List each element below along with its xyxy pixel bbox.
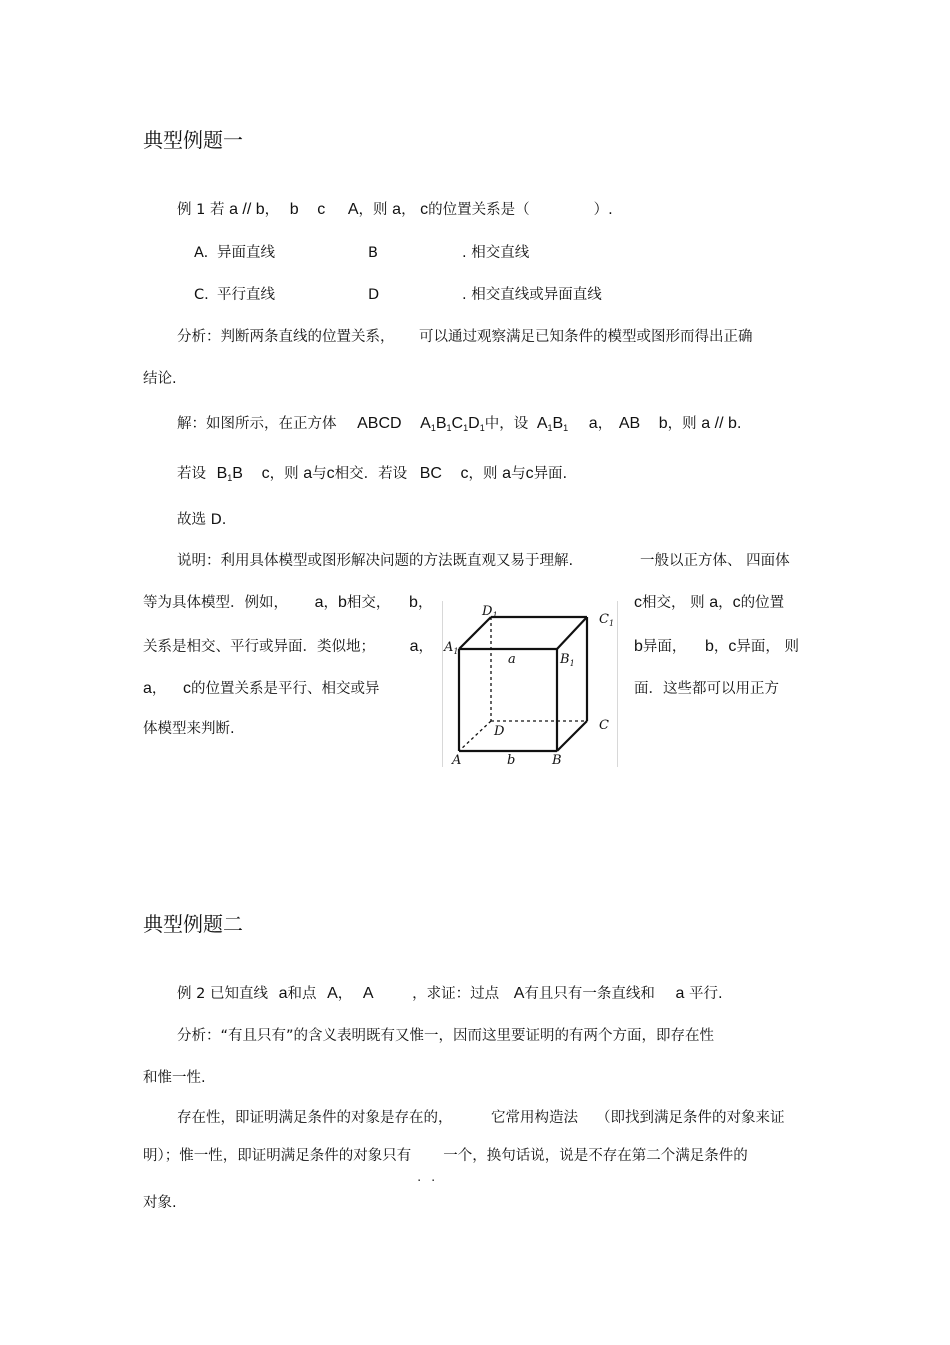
note-line-4b: 面．这些都可以用正方 xyxy=(634,681,779,697)
label-C: C xyxy=(599,718,609,733)
label-A1: $A_1$ xyxy=(444,640,459,656)
analysis2-line-1: 分析：“有且只有”的含义表明既有又惟一，因而这里要证明的有两个方面，即存在性 xyxy=(177,1028,715,1044)
math-c: c xyxy=(317,201,326,218)
existence-line-3: 对象. xyxy=(143,1195,177,1211)
math-c: c xyxy=(732,594,741,611)
analysis-line-1b: 可以通过观察满足已知条件的模型或图形而得出正确 xyxy=(419,329,753,345)
math-c: c xyxy=(183,680,192,697)
option-a-text: 异面直线 xyxy=(217,245,275,261)
example1-question: 的位置关系是（ xyxy=(428,202,530,218)
existence-line-1a: 存在性，即证明满足条件的对象是存在的， xyxy=(177,1110,453,1126)
choose-answer: 故选 D. xyxy=(177,512,227,528)
solution-then: ，则 xyxy=(667,416,697,432)
math-a: a xyxy=(409,638,419,655)
section2-title: 典型例题二 xyxy=(143,912,243,936)
label-edge-b: b xyxy=(507,753,516,767)
example1-then: ，则 xyxy=(358,202,388,218)
label-B1: $B_1$ xyxy=(560,652,575,668)
math-A1B1: A1B1 xyxy=(536,415,569,433)
note-line-1a: 说明：利用具体模型或图形解决问题的方法既直观又易于理解. xyxy=(177,553,574,569)
solution-lead: 解：如图所示，在正方体 xyxy=(177,416,337,432)
note-line-5: 体模型来判断. xyxy=(143,721,235,737)
math-a: a xyxy=(314,594,324,611)
math-a-parallel-b: a // b xyxy=(229,201,265,218)
math-b: b xyxy=(658,415,668,432)
solution-line-1: 解：如图所示，在正方体 ABCD A1B1C1D1中，设 A1B1 a， AB b，则 a // b. xyxy=(177,415,742,433)
math-b: b xyxy=(338,594,347,611)
option-c-letter: C. xyxy=(194,287,209,303)
option-d-text: . 相交直线或异面直线 xyxy=(462,287,602,303)
math-a: a xyxy=(278,985,288,1002)
solution2-lead: 若设 xyxy=(177,466,206,482)
math-A1B1C1D1: A1B1C1D1 xyxy=(420,415,485,433)
solution-line-2 xyxy=(177,465,567,487)
existence-line-2: 明）；惟一性，即证明满足条件的对象只有 . . 一个，换句话说，说是不存在第二个满足条件的 xyxy=(143,1148,748,1184)
math-a: a xyxy=(392,201,402,218)
math-B1B: B1B xyxy=(216,465,243,483)
existence-line-1b: 它常用构造法 xyxy=(491,1110,578,1126)
math-c: c xyxy=(326,465,335,482)
math-a-parallel-b: a // b xyxy=(701,415,737,432)
note-line-1b: 一般以正方体、 四面体 xyxy=(640,553,790,569)
math-a: a xyxy=(303,465,313,482)
math-c: c xyxy=(525,465,534,482)
math-b: b xyxy=(289,201,299,218)
solution2-and: 与 xyxy=(312,466,327,482)
example1-label: 例 1 若 xyxy=(177,202,225,218)
example1-statement: 例 1 若 a // b， b c A，则 a， c的位置关系是（ ）. xyxy=(177,201,613,218)
math-b: b xyxy=(705,638,714,655)
analysis-line-2: 结论. xyxy=(143,371,177,387)
math-AB: AB xyxy=(618,415,641,432)
note-line-2a: 等为具体模型．例如， a，b相交， b， xyxy=(143,594,433,611)
existence-line-1c: （即找到满足条件的对象来证 xyxy=(596,1110,785,1126)
label-B: B xyxy=(552,753,562,767)
analysis2-line-2: 和惟一性. xyxy=(143,1070,206,1086)
math-c: c xyxy=(261,465,270,482)
math-A: A xyxy=(362,985,374,1002)
option-d-letter: D xyxy=(368,287,380,303)
math-a: a xyxy=(588,415,598,432)
math-ABCD: ABCD xyxy=(357,415,402,432)
label-D1: $D_1$ xyxy=(482,604,498,620)
math-b: b xyxy=(634,638,643,655)
math-a: a xyxy=(709,594,719,611)
math-A: A xyxy=(513,985,525,1002)
solution2-intersect: 相交．若设 xyxy=(334,466,408,482)
solution2-then: ，则 xyxy=(269,466,299,482)
note-line-3a: 关系是相交、平行或异面．类似地； a， xyxy=(143,638,434,655)
note-line-4a: a， c的位置关系是平行、相交或异 xyxy=(143,680,380,697)
math-c: c xyxy=(420,201,429,218)
section1-title: 典型例题一 xyxy=(143,128,243,152)
label-D: D xyxy=(494,724,505,739)
label-A: A xyxy=(452,753,462,767)
label-C1: $C_1$ xyxy=(599,612,615,628)
solution2-and2: 与 xyxy=(511,466,526,482)
option-b-letter: B xyxy=(368,245,378,261)
math-c: c xyxy=(728,638,737,655)
note-line-3b: b异面， b，c异面， 则 xyxy=(634,638,800,655)
math-a: a xyxy=(675,985,685,1002)
label-edge-a: a xyxy=(508,652,516,667)
solution2-skew: 异面. xyxy=(533,466,568,482)
option-c-text: 平行直线 xyxy=(217,287,275,303)
solution-mid: 中，设 xyxy=(484,416,529,432)
cube-figure xyxy=(442,601,618,767)
math-c: c xyxy=(460,465,469,482)
math-a: a xyxy=(502,465,512,482)
note-line-2b: c相交， 则 a，c的位置 xyxy=(634,594,785,611)
example1-close: ）. xyxy=(593,202,613,218)
math-BC: BC xyxy=(419,465,442,482)
math-A: A xyxy=(327,985,338,1002)
math-b: b xyxy=(409,594,418,611)
solution2-then2: ，则 xyxy=(468,466,498,482)
option-b-text: . 相交直线 xyxy=(462,245,530,261)
math-a: a xyxy=(143,680,152,697)
math-A: A xyxy=(347,201,359,218)
analysis-line-1a: 分析：判断两条直线的位置关系， xyxy=(177,329,395,345)
option-a-letter: A. xyxy=(194,245,209,261)
math-c: c xyxy=(634,594,642,611)
example2-statement: 例 2 已知直线 a和点 A， A ，求证：过点 A有且只有一条直线和 a 平行. xyxy=(177,985,723,1002)
